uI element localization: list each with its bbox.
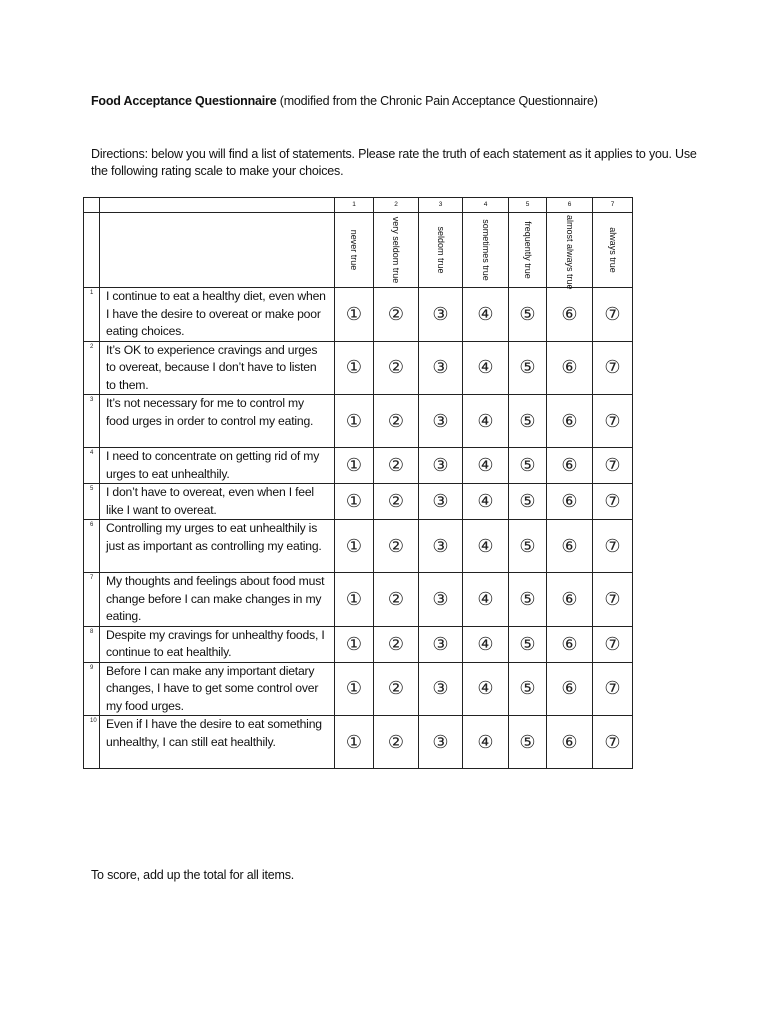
question-number: 1 [84, 288, 100, 342]
rating-option-1[interactable]: ① [335, 520, 374, 573]
question-row [84, 288, 633, 342]
scale-number: 4 [463, 198, 509, 213]
scale-label: seldom true [435, 226, 446, 274]
rating-option-7[interactable]: ⑦ [593, 716, 633, 769]
question-row [84, 395, 633, 448]
question-row [84, 341, 633, 395]
scale-label-cell [509, 213, 547, 288]
scale-number: 5 [509, 198, 547, 213]
rating-option-7[interactable]: ⑦ [593, 662, 633, 716]
rating-option-3[interactable]: ③ [419, 448, 463, 484]
rating-option-7[interactable]: ⑦ [593, 448, 633, 484]
question-text: It’s not necessary for me to control my food urges in order to control my eating. [100, 395, 335, 448]
questionnaire-table [83, 197, 633, 769]
page-title [91, 94, 598, 108]
question-row [84, 520, 633, 573]
rating-option-2[interactable]: ② [374, 395, 419, 448]
question-number: 9 [84, 662, 100, 716]
rating-option-6[interactable]: ⑥ [547, 484, 593, 520]
rating-option-5[interactable]: ⑤ [509, 626, 547, 662]
rating-option-5[interactable]: ⑤ [509, 716, 547, 769]
rating-option-6[interactable]: ⑥ [547, 573, 593, 627]
scale-label: always true [607, 227, 618, 273]
rating-option-5[interactable]: ⑤ [509, 288, 547, 342]
rating-option-3[interactable]: ③ [419, 484, 463, 520]
rating-option-5[interactable]: ⑤ [509, 662, 547, 716]
scale-label-cell [335, 213, 374, 288]
question-text: Before I can make any important dietary changes, I have to get some control over my food urges. [100, 662, 335, 716]
rating-option-1[interactable]: ① [335, 626, 374, 662]
rating-option-3[interactable]: ③ [419, 395, 463, 448]
question-text: My thoughts and feelings about food must change before I can make changes in my eating. [100, 573, 335, 627]
scale-number: 7 [593, 198, 633, 213]
scale-label: very seldom true [391, 216, 401, 284]
title-bold: Food Acceptance Questionnaire [91, 94, 277, 108]
question-text: It’s OK to experience cravings and urges to overeat, because I don’t have to listen to them. [100, 341, 335, 395]
rating-option-2[interactable]: ② [374, 662, 419, 716]
rating-option-6[interactable]: ⑥ [547, 341, 593, 395]
scale-label: sometimes true [480, 219, 491, 281]
rating-option-7[interactable]: ⑦ [593, 288, 633, 342]
rating-option-6[interactable]: ⑥ [547, 288, 593, 342]
rating-option-7[interactable]: ⑦ [593, 520, 633, 573]
rating-option-3[interactable]: ③ [419, 716, 463, 769]
rating-option-2[interactable]: ② [374, 520, 419, 573]
rating-option-4[interactable]: ④ [463, 484, 509, 520]
question-row [84, 626, 633, 662]
blank-cell [100, 213, 335, 288]
question-row [84, 716, 633, 769]
rating-option-6[interactable]: ⑥ [547, 448, 593, 484]
scale-number: 6 [547, 198, 593, 213]
rating-option-1[interactable]: ① [335, 716, 374, 769]
question-number: 4 [84, 448, 100, 484]
rating-option-1[interactable]: ① [335, 288, 374, 342]
rating-option-1[interactable]: ① [335, 573, 374, 627]
rating-option-4[interactable]: ④ [463, 626, 509, 662]
rating-option-5[interactable]: ⑤ [509, 448, 547, 484]
rating-option-4[interactable]: ④ [463, 716, 509, 769]
question-text: Despite my cravings for unhealthy foods, I continue to eat healthily. [100, 626, 335, 662]
rating-option-5[interactable]: ⑤ [509, 520, 547, 573]
question-number: 7 [84, 573, 100, 627]
rating-option-3[interactable]: ③ [419, 341, 463, 395]
rating-option-3[interactable]: ③ [419, 626, 463, 662]
rating-option-3[interactable]: ③ [419, 288, 463, 342]
question-number: 5 [84, 484, 100, 520]
question-text: Even if I have the desire to eat something unhealthy, I can still eat healthily. [100, 716, 335, 769]
rating-option-4[interactable]: ④ [463, 448, 509, 484]
rating-option-6[interactable]: ⑥ [547, 626, 593, 662]
rating-option-2[interactable]: ② [374, 626, 419, 662]
rating-option-7[interactable]: ⑦ [593, 395, 633, 448]
blank-cell [84, 213, 100, 288]
rating-option-7[interactable]: ⑦ [593, 341, 633, 395]
scale-label: almost always true [564, 215, 575, 290]
rating-option-4[interactable]: ④ [463, 662, 509, 716]
question-number: 6 [84, 520, 100, 573]
scale-label-cell [593, 213, 633, 288]
rating-option-6[interactable]: ⑥ [547, 662, 593, 716]
rating-option-1[interactable]: ① [335, 484, 374, 520]
rating-option-3[interactable]: ③ [419, 662, 463, 716]
rating-option-7[interactable]: ⑦ [593, 484, 633, 520]
rating-option-5[interactable]: ⑤ [509, 573, 547, 627]
rating-option-2[interactable]: ② [374, 448, 419, 484]
scale-label-cell [547, 213, 593, 288]
rating-option-1[interactable]: ① [335, 341, 374, 395]
scale-number: 1 [335, 198, 374, 213]
rating-option-6[interactable]: ⑥ [547, 395, 593, 448]
scale-number: 3 [419, 198, 463, 213]
question-text: I continue to eat a healthy diet, even when I have the desire to overeat or make poor eating choices. [100, 288, 335, 342]
question-text: I need to concentrate on getting rid of my urges to eat unhealthily. [100, 448, 335, 484]
directions-text: Directions: below you will find a list of statements. Please rate the truth of each statement as it applies to you. Use the following rating scale to make your choices. [91, 147, 697, 178]
rating-option-4[interactable]: ④ [463, 395, 509, 448]
title-subtitle: (modified from the Chronic Pain Acceptance Questionnaire) [276, 94, 598, 108]
scale-label: frequently true [522, 221, 533, 279]
scoring-instructions: To score, add up the total for all items. [91, 868, 295, 882]
rating-option-3[interactable]: ③ [419, 573, 463, 627]
rating-option-1[interactable]: ① [335, 662, 374, 716]
question-row [84, 662, 633, 716]
rating-option-6[interactable]: ⑥ [547, 520, 593, 573]
question-number: 8 [84, 626, 100, 662]
question-number: 3 [84, 395, 100, 448]
rating-option-2[interactable]: ② [374, 341, 419, 395]
rating-option-5[interactable]: ⑤ [509, 395, 547, 448]
rating-option-2[interactable]: ② [374, 716, 419, 769]
rating-option-5[interactable]: ⑤ [509, 484, 547, 520]
rating-option-5[interactable]: ⑤ [509, 341, 547, 395]
rating-option-2[interactable]: ② [374, 573, 419, 627]
blank-cell [100, 198, 335, 213]
rating-option-2[interactable]: ② [374, 288, 419, 342]
question-number: 10 [84, 716, 100, 769]
blank-cell [84, 198, 100, 213]
scale-number: 2 [374, 198, 419, 213]
question-number: 2 [84, 341, 100, 395]
question-row [84, 448, 633, 484]
rating-option-1[interactable]: ① [335, 395, 374, 448]
question-text: I don’t have to overeat, even when I feel like I want to overeat. [100, 484, 335, 520]
rating-option-7[interactable]: ⑦ [593, 573, 633, 627]
rating-option-4[interactable]: ④ [463, 520, 509, 573]
rating-option-7[interactable]: ⑦ [593, 626, 633, 662]
rating-option-4[interactable]: ④ [463, 288, 509, 342]
rating-option-3[interactable]: ③ [419, 520, 463, 573]
rating-option-2[interactable]: ② [374, 484, 419, 520]
rating-option-4[interactable]: ④ [463, 573, 509, 627]
scale-label-cell [374, 213, 419, 288]
scale-label-row [84, 213, 633, 288]
scale-label-cell [419, 213, 463, 288]
question-row [84, 484, 633, 520]
question-text: Controlling my urges to eat unhealthily is just as important as controlling my eating. [100, 520, 335, 573]
rating-option-6[interactable]: ⑥ [547, 716, 593, 769]
scale-label: never true [349, 229, 359, 271]
scale-number-row [84, 198, 633, 213]
rating-option-1[interactable]: ① [335, 448, 374, 484]
scale-label-cell [463, 213, 509, 288]
rating-option-4[interactable]: ④ [463, 341, 509, 395]
question-row [84, 573, 633, 627]
